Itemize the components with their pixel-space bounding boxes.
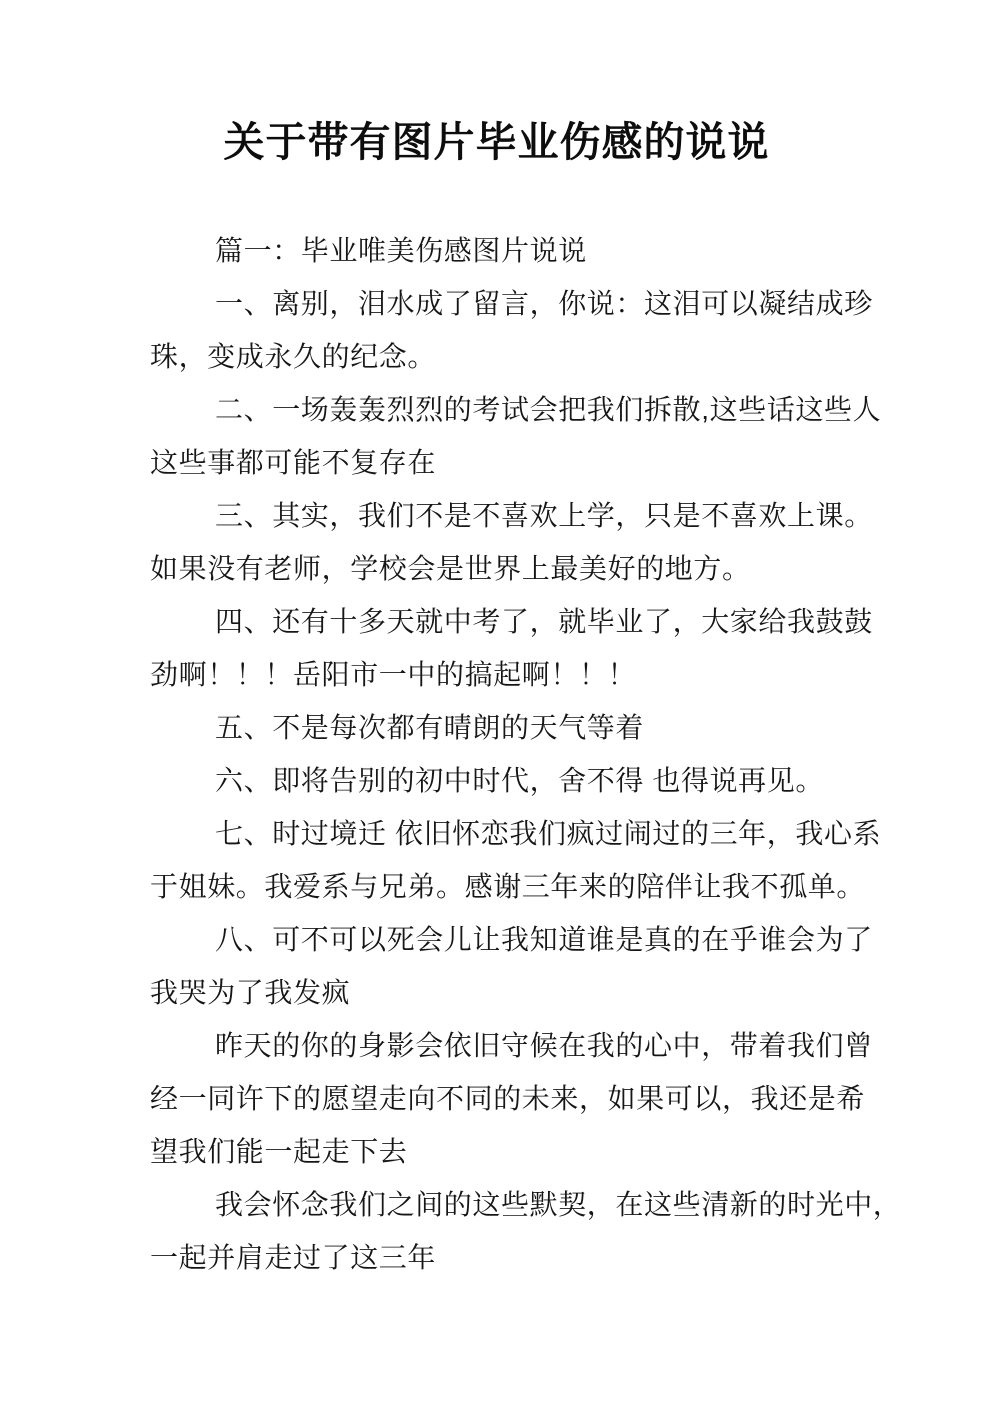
text-line: 三、其实，我们不是不喜欢上学，只是不喜欢上课。: [215, 500, 873, 531]
page-title: 关于带有图片毕业伤感的说说: [223, 119, 770, 165]
text-line: 昨天的你的身影会依旧守候在我的心中，带着我们曾: [215, 1030, 873, 1061]
text-line: 望我们能一起走下去: [150, 1136, 408, 1167]
text-line: 七、时过境迁 依旧怀恋我们疯过闹过的三年，我心系: [215, 818, 882, 849]
text-line: 一、离别，泪水成了留言，你说：这泪可以凝结成珍: [215, 288, 873, 319]
text-line: 如果没有老师，学校会是世界上最美好的地方。: [150, 553, 751, 584]
text-line: 一起并肩走过了这三年: [150, 1242, 437, 1273]
text-line: 四、还有十多天就中考了，就毕业了，大家给我鼓鼓: [215, 606, 873, 637]
text-line: 经一同许下的愿望走向不同的未来，如果可以，我还是希: [150, 1083, 866, 1114]
text-line: 篇一：毕业唯美伤感图片说说: [215, 235, 587, 266]
text-line: 八、可不可以死会儿让我知道谁是真的在乎谁会为了: [215, 924, 873, 955]
text-line: 劲啊！！！岳阳市一中的搞起啊！！！: [150, 659, 637, 690]
text-line: 六、即将告别的初中时代，舍不得 也得说再见。: [215, 765, 824, 796]
text-line: 这些事都可能不复存在: [150, 447, 437, 478]
doc-body: [150, 224, 902, 1284]
text-line: 二、一场轰轰烈烈的考试会把我们拆散,这些话这些人: [215, 394, 882, 425]
text-line: 我会怀念我们之间的这些默契，在这些清新的时光中，: [215, 1189, 902, 1220]
text-line: 我哭为了我发疯: [150, 977, 351, 1008]
text-line: 于姐妹。我爱系与兄弟。感谢三年来的陪伴让我不孤单。: [150, 871, 866, 902]
text-line: 五、不是每次都有晴朗的天气等着: [215, 712, 645, 743]
text-line: 珠，变成永久的纪念。: [150, 341, 437, 372]
